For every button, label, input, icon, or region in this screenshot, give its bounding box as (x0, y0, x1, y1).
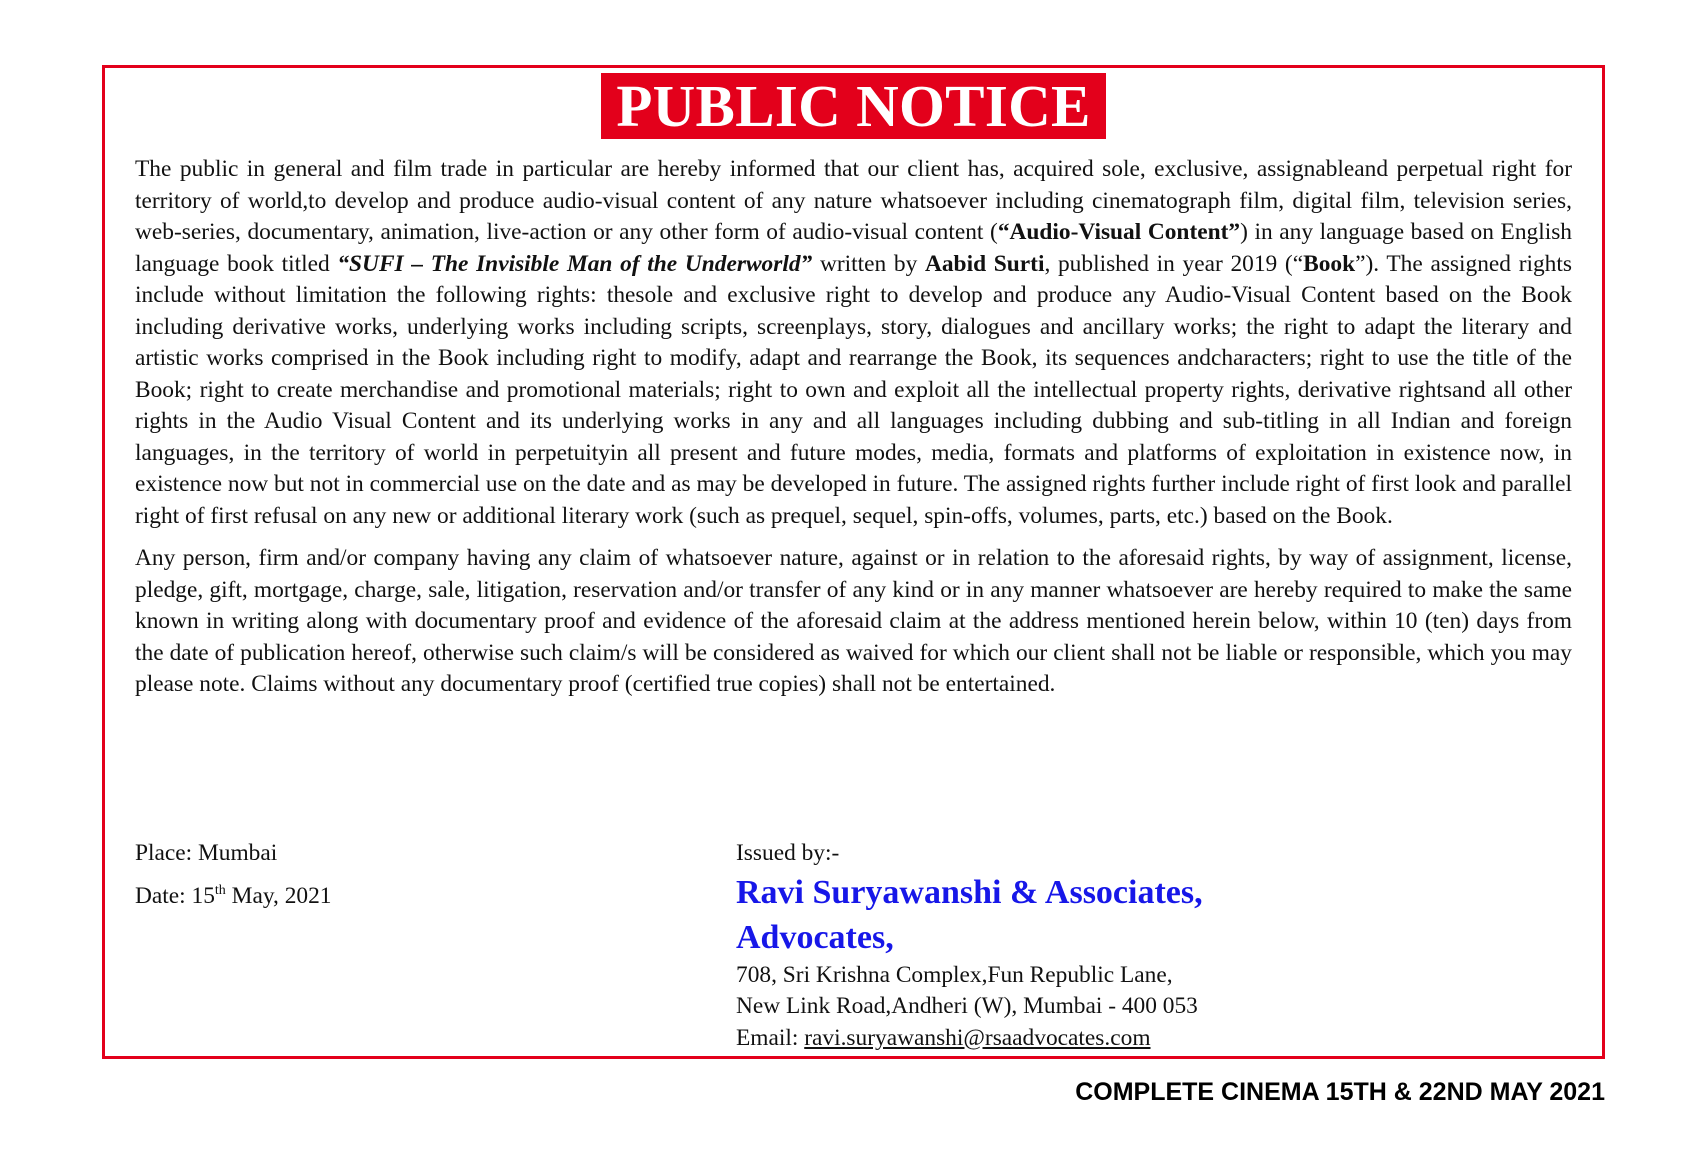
firm-name-line1: Ravi Suryawanshi & Associates, (736, 873, 1203, 911)
email-label: Email: (736, 1024, 805, 1051)
para1-text-5: ”). The assigned rights include without limitation the following rights: thesole and exclusive right to develop and produce any Audio-Visual Content based on the Book including derivative works, underlying works including scripts, screenplays, story, dialogues and ancillary works; the right to adapt the literary and artistic works comprised in the Book including right to modify, adapt and rearrange the Book, its sequences andcharacters; right to use the title of the Book; right to create merchandise and promotional materials; right to own and exploit all the intellectual property rights, derivative rightsand all other rights in the Audio Visual Content and its underlying works in any and all languages including dubbing and sub-titling in all Indian and foreign languages, in the territory of world in perpetuityin all present and future modes, media, formats and platforms of exploitation in existence now, in existence now but not in commercial use on the date and as may be developed in future. The assigned rights further include right of first look and parallel right of first refusal on any new or additional literary work (such as prequel, sequel, spin-offs, volumes, parts, etc.) based on the Book. (135, 250, 1572, 529)
firm-name-line2: Advocates, (736, 918, 894, 956)
audio-visual-content-term: “Audio-Visual Content” (997, 219, 1241, 245)
para1-text-2: ) in any language based on English language book titled (135, 219, 1573, 277)
paragraph-claims: Any person, firm and/or company having any claim of whatsoever nature, against or in relation to the aforesaid rights, by way of assignment, license, pledge, gift, mortgage, charge, sale, litigation, reservation and/or transfer of any kind or in any manner whatsoever are hereby required to make the same known in writing along with documentary proof and evidence of the aforesaid claim at the address mentioned herein below, within 10 (ten) days from the date of publication hereof, otherwise such claim/s will be considered as waived for which our client shall not be liable or responsible, which you may please note. Claims without any documentary proof (certified true copies) shall not be entertained. (135, 545, 1572, 697)
issuer-column (736, 838, 1203, 1054)
publication-footer: COMPLETE CINEMA 15TH & 22ND MAY 2021 (1075, 1078, 1605, 1106)
date-line (135, 881, 331, 913)
email-line (736, 1023, 1203, 1055)
date-prefix: Date: 15 (135, 882, 215, 909)
notice-title: PUBLIC NOTICE (601, 73, 1105, 139)
date-suffix: May, 2021 (225, 882, 332, 909)
address-line2: New Link Road,Andheri (W), Mumbai - 400 053 (736, 993, 1198, 1019)
address-line1: 708, Sri Krishna Complex,Fun Republic Lane, (736, 961, 1173, 988)
place-date-column (135, 838, 331, 923)
notice-frame (102, 65, 1605, 1059)
para1-text-4: , published in year 2019 (“ (1044, 250, 1304, 277)
book-title: “SUFI – The Invisible Man of the Underworld” (337, 250, 813, 277)
paragraph-rights (135, 154, 1572, 532)
issued-by-label: Issued by:- (736, 840, 840, 866)
author-name: Aabid Surti (924, 250, 1045, 277)
email-link[interactable]: ravi.suryawanshi@rsaadvocates.com (804, 1024, 1151, 1051)
title-wrap (105, 73, 1602, 139)
notice-body (135, 154, 1572, 712)
date-ordinal: th (214, 882, 226, 898)
place-line: Place: Mumbai (135, 840, 278, 866)
book-term: Book (1303, 250, 1356, 277)
para1-text-1: The public in general and film trade in particular are hereby informed that our client has, acquired sole, exclusive, assignableand perpetual right for territory of world,to develop and produce audio-visual content of any nature whatsoever including cinematograph film, digital film, television series, web-series, documentary, animation, live-action or any other form of audio-visual content ( (135, 156, 1572, 245)
para1-text-3: written by (812, 250, 925, 277)
